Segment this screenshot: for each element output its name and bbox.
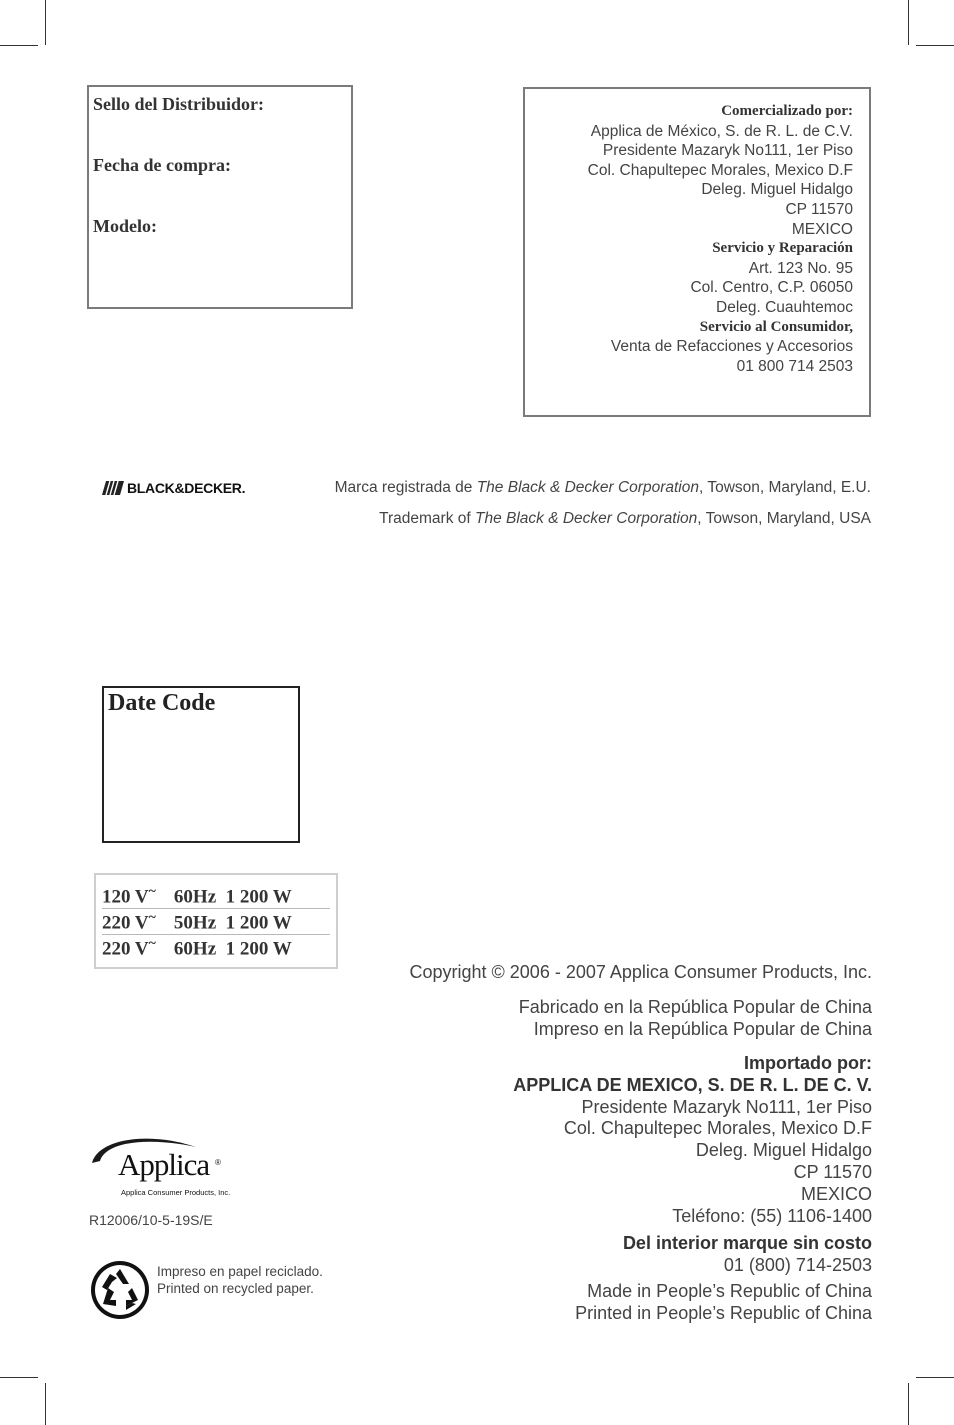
crop-mark	[45, 0, 46, 45]
spec-row: 120 V~ 60Hz 1 200 W	[102, 884, 292, 908]
dealer-seal-label: Sello del Distribuidor:	[93, 94, 265, 114]
document-code: R12006/10-5-19S/E	[89, 1212, 213, 1228]
recycled-en: Printed on recycled paper.	[157, 1281, 314, 1296]
commercialized-country: MEXICO	[791, 220, 853, 238]
applica-wordmark: Applica	[118, 1147, 210, 1182]
importer-zip: CP 11570	[793, 1161, 872, 1182]
importer-block	[513, 1053, 872, 1227]
spec-divider	[102, 908, 330, 909]
purchase-date-label: Fecha de compra:	[93, 155, 231, 175]
trademark-en: Trademark of The Black & Decker Corporation, Towson, Maryland, USA	[379, 510, 871, 527]
printed-in-es: Impreso en la República Popular de China	[533, 1018, 872, 1039]
commercialized-zip: CP 11570	[785, 200, 853, 218]
crop-mark	[908, 0, 909, 45]
date-code-label: Date Code	[108, 690, 216, 716]
crop-mark	[916, 1377, 954, 1378]
importer-heading: Importado por:	[744, 1053, 872, 1073]
commercialized-street: Presidente Mazaryk No111, 1er Piso	[602, 142, 853, 160]
service-heading: Servicio y Reparación	[712, 240, 853, 257]
made-in-en: Made in People’s Republic of China	[587, 1281, 872, 1301]
importer-phone: Teléfono: (55) 1106-1400	[672, 1205, 872, 1226]
commercialized-colony: Col. Chapultepec Morales, Mexico D.F	[587, 161, 853, 179]
service-delegation: Deleg. Cuauhtemoc	[716, 298, 853, 316]
commercialized-text	[513, 102, 853, 376]
black-decker-wordmark: BLACK&DECKER.	[127, 480, 246, 496]
ac-symbol: ~	[148, 910, 156, 925]
dealer-stamp-box	[87, 85, 353, 309]
recycled-note	[157, 1263, 323, 1297]
commercialized-box	[523, 87, 871, 417]
hexagon-stripes-icon	[102, 481, 124, 495]
commercialized-company: Applica de México, S. de R. L. de C.V.	[590, 122, 853, 140]
commercialized-delegation: Deleg. Miguel Hidalgo	[701, 181, 853, 199]
electrical-specs-table	[94, 873, 338, 969]
consumer-phone: 01 800 714 2503	[736, 357, 853, 375]
applica-registered: ®	[215, 1158, 221, 1167]
applica-logo	[88, 1133, 248, 1203]
model-label: Modelo:	[93, 216, 157, 236]
importer-colony: Col. Chapultepec Morales, Mexico D.F	[563, 1118, 872, 1139]
importer-delegation: Deleg. Miguel Hidalgo	[695, 1140, 872, 1161]
made-in-es: Fabricado en la República Popular de China	[518, 997, 872, 1017]
ac-symbol: ~	[148, 884, 156, 899]
crop-mark	[0, 45, 38, 46]
importer-company: APPLICA DE MEXICO, S. DE R. L. DE C. V.	[513, 1074, 872, 1095]
crop-mark	[0, 1377, 38, 1378]
crop-mark	[916, 45, 954, 46]
trademark-en-company: The Black & Decker Corporation	[475, 510, 698, 527]
interior-block	[623, 1233, 872, 1277]
recycled-es: Impreso en papel reciclado.	[157, 1264, 323, 1279]
printed-in-en: Printed in People’s Republic of China	[575, 1302, 872, 1323]
spec-row: 220 V~ 50Hz 1 200 W	[102, 910, 292, 934]
date-code-box	[102, 686, 300, 843]
interior-heading: Del interior marque sin costo	[622, 1233, 872, 1253]
recycle-symbol	[90, 1260, 150, 1320]
crop-mark	[908, 1383, 909, 1425]
origin-es	[519, 997, 872, 1041]
spec-divider	[102, 934, 330, 935]
service-street: Art. 123 No. 95	[748, 259, 853, 277]
spec-row: 220 V~ 60Hz 1 200 W	[102, 936, 292, 960]
origin-en	[575, 1281, 872, 1325]
applica-subtitle: Applica Consumer Products, Inc.	[121, 1188, 231, 1197]
importer-country: MEXICO	[800, 1183, 872, 1204]
service-colony: Col. Centro, C.P. 06050	[690, 279, 853, 297]
consumer-heading: Servicio al Consumidor,	[699, 318, 853, 335]
recycle-icon	[90, 1260, 150, 1320]
consumer-sales: Venta de Refacciones y Accesorios	[610, 338, 853, 356]
black-decker-logo	[102, 479, 245, 497]
ac-symbol: ~	[148, 936, 156, 951]
copyright: Copyright © 2006 - 2007 Applica Consumer Products, Inc.	[409, 962, 872, 982]
crop-mark	[45, 1383, 46, 1425]
trademark-es-company: The Black & Decker Corporation	[476, 479, 699, 496]
commercialized-heading: Comercializado por:	[721, 103, 853, 119]
trademark-es: Marca registrada de The Black & Decker Corporation, Towson, Maryland, E.U.	[334, 479, 871, 496]
interior-phone: 01 (800) 714-2503	[723, 1254, 872, 1275]
importer-street: Presidente Mazaryk No111, 1er Piso	[581, 1096, 872, 1117]
